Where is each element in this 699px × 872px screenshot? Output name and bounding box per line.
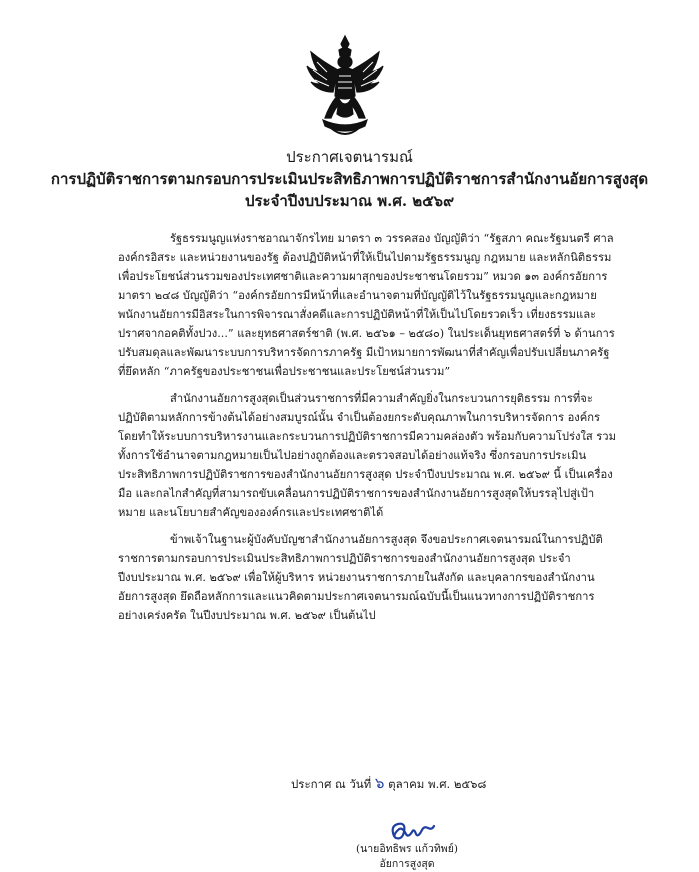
date-suffix: ตุลาคม พ.ศ. ๒๕๖๘ [384,777,487,791]
garuda-emblem-icon [305,34,385,142]
signer-name: (นายอิทธิพร แก้วทิพย์) [356,843,458,855]
paragraph-office-role: สำนักงานอัยการสูงสุดเป็นส่วนราชการที่มีความสำคัญยิ่งในกระบวนการยุติธรรม การที่จะปฏิบัติตามหลักการข้างต้นได้อย่างสมบูรณ์นั้น จำเป็นต้องยกระดับคุณภาพในการบริหารจัดการ องค์กร โดยทำให้ระบบการบริหารงานและกระบวนการปฏิบัติราชการมีความคล่องตัว พร้อมกับความโปร่งใส รวมทั้งการใช้อำนาจตามกฎหมายเป็นไปอย่างถูกต้องและตรวจสอบได้อย่างแท้จริง ซึ่งกรอบการประเมิน ประสิทธิภาพการปฏิบัติราชการของสำนักงานอัยการสูงสุด ประจำปีงบประมาณ พ.ศ. ๒๕๖๙ นี้ เป็นเครื่องมือ และกลไกสำคัญที่สามารถขับเคลื่อนการปฏิบัติราชการของสำนักงานอัยการสูงสุดให้บรรลุไปสู่เป้าหมาย และนโยบายสำคัญขององค์กรและประเทศชาติได้ [118,392,616,519]
paragraph-declaration: ข้าพเจ้าในฐานะผู้บังคับบัญชาสำนักงานอัยการสูงสุด จึงขอประกาศเจตนารมณ์ในการปฏิบัติ ราชการตามกรอบการประเมินประสิทธิภาพการปฏิบัติราชการของสำนักงานอัยการสูงสุด ประจำปีงบประมาณ พ.ศ. ๒๕๖๙ เพื่อให้ผู้บริหาร หน่วยงานราชการภายในสังกัด และบุคลากรของสำนักงานอัยการสูงสุด ยึดถือหลักการและแนวคิดตามประกาศเจตนารมณ์ฉบับนี้เป็นแนวทางการปฏิบัติราชการอย่างเคร่งครัด ในปีงบประมาณ พ.ศ. ๒๕๖๙ เป็นต้นไป [118,533,603,622]
signer-position: อัยการสูงสุด [379,858,435,870]
document-body [118,229,618,633]
announcement-date [291,774,486,793]
document-subtitle: การปฏิบัติราชการตามกรอบการประเมินประสิทธิภาพการปฏิบัติราชการสำนักงานอัยการสูงสุด [50,170,649,188]
document-header [0,146,699,212]
date-day-handwritten: ๖ [374,774,385,792]
date-prefix: ประกาศ ณ วันที่ [291,777,375,791]
document-title: ประกาศเจตนารมณ์ [286,148,413,166]
fiscal-year-line: ประจำปีงบประมาณ พ.ศ. ๒๕๖๙ [244,192,455,210]
paragraph-constitution: รัฐธรรมนูญแห่งราชอาณาจักรไทย มาตรา ๓ วรรคสอง บัญญัติว่า “รัฐสภา คณะรัฐมนตรี ศาล องค์กรอิสระ และหน่วยงานของรัฐ ต้องปฏิบัติหน้าที่ให้เป็นไปตามรัฐธรรมนูญ กฎหมาย และหลักนิติธรรม เพื่อประโยชน์ส่วนรวมของประเทศชาติและความผาสุกของประชาชนโดยรวม” หมวด ๑๓ องค์กรอัยการ มาตรา ๒๔๘ บัญญัติว่า “องค์กรอัยการมีหน้าที่และอำนาจตามที่บัญญัติไว้ในรัฐธรรมนูญและกฎหมาย พนักงานอัยการมีอิสระในการพิจารณาสั่งคดีและการปฏิบัติหน้าที่ให้เป็นไปโดยรวดเร็ว เที่ยงธรรมและ ปราศจากอคติทั้งปวง...” และยุทธศาสตร์ชาติ (พ.ศ. ๒๕๖๑ – ๒๕๘๐) ในประเด็นยุทธศาสตร์ที่ ๖ ด้านการปรับสมดุลและพัฒนาระบบการบริหารจัดการภาครัฐ มีเป้าหมายการพัฒนาที่สำคัญเพื่อปรับเปลี่ยนภาครัฐ ที่ยึดหลัก “ภาครัฐของประชาชนเพื่อประชาชนและประโยชน์ส่วนรวม” [118,232,615,378]
handwritten-signature [388,816,436,846]
